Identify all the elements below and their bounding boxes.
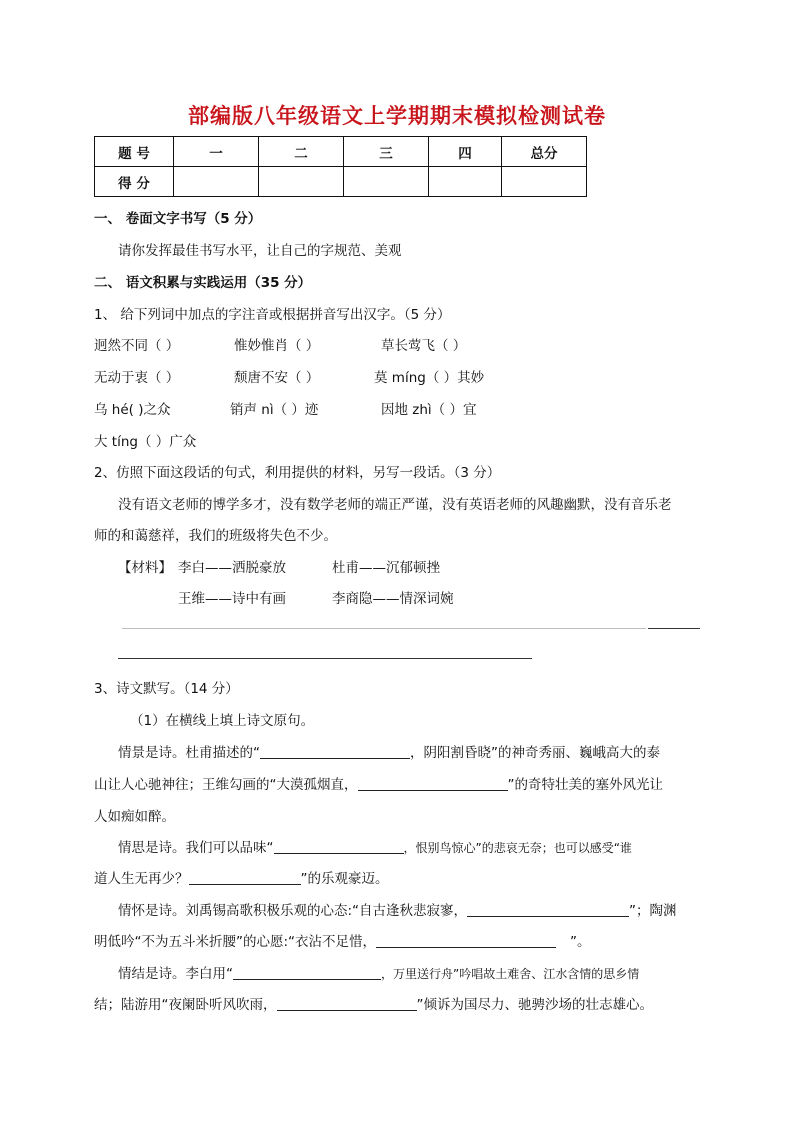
- page-title: 部编版八年级语文上学期期末模拟检测试卷: [188, 104, 606, 128]
- fill-blank[interactable]: [358, 776, 508, 791]
- word-item: 莫 míng（ ）其妙: [374, 370, 485, 386]
- score-table-score-row: [95, 167, 587, 197]
- fill-blank[interactable]: [189, 870, 301, 885]
- poem-text: 人如痴如醉。: [94, 809, 175, 825]
- poem-text: ”。: [570, 934, 591, 950]
- score-input-cell[interactable]: [344, 167, 429, 197]
- score-row-label: 得 分: [95, 167, 174, 197]
- score-table-header-row: [95, 137, 587, 167]
- word-item: 迥然不同（ ）: [94, 338, 180, 354]
- word-item: 惟妙惟肖（ ）: [234, 338, 320, 354]
- question-prompt: 1、 给下列词中加点的字注音或根据拼音写出汉字。（5 分）: [94, 307, 451, 323]
- score-cell: 总分: [502, 137, 587, 167]
- poem-text: 情结是诗。李白用“: [118, 966, 233, 982]
- word-item: 乌 hé( )之众: [94, 402, 171, 418]
- fill-blank[interactable]: [277, 996, 417, 1011]
- answer-line[interactable]: [648, 628, 700, 629]
- section-heading: 一、 卷面文字书写（5 分）: [94, 211, 262, 227]
- poem-text: 道人生无再少？: [94, 871, 189, 887]
- poem-paragraph: [94, 773, 663, 793]
- poem-text: ，万里送行舟”吟唱故土难舍、江水含情的思乡情: [381, 967, 640, 981]
- score-cell: 四: [429, 137, 502, 167]
- poem-paragraph: [118, 962, 639, 982]
- poem-text: 情怀是诗。刘禹锡高歌积极乐观的心态:“自古逢秋悲寂寥，: [118, 903, 468, 919]
- material-item: 王维——诗中有画: [178, 591, 286, 607]
- material-item: 李商隐——情深词婉: [332, 591, 454, 607]
- score-input-cell[interactable]: [429, 167, 502, 197]
- answer-line[interactable]: [118, 658, 532, 659]
- poem-paragraph: [94, 867, 389, 887]
- fill-blank[interactable]: [233, 965, 381, 980]
- word-item: 大 tíng（ ）广众: [94, 434, 197, 450]
- poem-text: 情思是诗。我们可以品味“: [118, 840, 274, 856]
- poem-text: 情景是诗。杜甫描述的“: [118, 745, 260, 761]
- word-item: 销声 nì（ ）迹: [230, 402, 319, 418]
- poem-paragraph: [94, 930, 591, 950]
- answer-line[interactable]: [122, 628, 646, 629]
- material-item: 李白——洒脱豪放: [178, 560, 286, 576]
- section-text: 请你发挥最佳书写水平，让自己的字规范、美观: [118, 243, 402, 259]
- poem-text: ”的奇特壮美的塞外风光让: [507, 777, 663, 793]
- poem-text: ”的乐观豪迈。: [300, 871, 389, 887]
- fill-blank[interactable]: [376, 933, 556, 948]
- score-input-cell[interactable]: [174, 167, 259, 197]
- example-text: 没有语文老师的博学多才，没有数学老师的端正严谨，没有英语老师的风趣幽默，没有音乐老: [118, 497, 672, 513]
- fill-blank[interactable]: [274, 839, 404, 854]
- question-prompt: 2、仿照下面这段话的句式，利用提供的材料，另写一段话。（3 分）: [94, 465, 501, 481]
- section-heading: 二、 语文积累与实践运用（35 分）: [94, 275, 312, 291]
- word-item: 无动于衷（ ）: [94, 370, 180, 386]
- score-input-cell[interactable]: [259, 167, 344, 197]
- poem-text: ”；陶渊: [629, 903, 677, 919]
- poem-paragraph: [118, 741, 660, 761]
- material-label: 【材料】: [118, 560, 172, 576]
- score-cell: 三: [344, 137, 429, 167]
- question-prompt: 3、诗文默写。（14 分）: [94, 681, 239, 697]
- poem-paragraph: [94, 993, 653, 1013]
- poem-text: 山让人心驰神往；王维勾画的“大漠孤烟直，: [94, 777, 358, 793]
- score-table: [94, 136, 587, 197]
- sub-prompt: （1）在横线上填上诗文原句。: [130, 713, 315, 729]
- example-text: 师的和蔼慈祥，我们的班级将失色不少。: [94, 528, 337, 544]
- word-item: 颓唐不安（ ）: [234, 370, 320, 386]
- poem-paragraph: [118, 836, 632, 856]
- word-item: 因地 zhì（ ）宜: [381, 402, 477, 418]
- word-item: 草长莺飞（ ）: [381, 338, 467, 354]
- poem-paragraph: [118, 899, 677, 919]
- fill-blank[interactable]: [260, 744, 410, 759]
- poem-text: ，阴阳割昏晓”的神奇秀丽、巍峨高大的泰: [410, 745, 660, 761]
- score-cell: 二: [259, 137, 344, 167]
- score-input-cell[interactable]: [502, 167, 587, 197]
- poem-text: 结；陆游用“夜阑卧听风吹雨，: [94, 997, 277, 1013]
- poem-text: ，恨别鸟惊心”的悲哀无奈；也可以感受“谁: [403, 841, 632, 855]
- poem-text: ”倾诉为国尽力、驰骋沙场的壮志雄心。: [416, 997, 653, 1013]
- fill-blank[interactable]: [467, 902, 629, 917]
- score-cell: 一: [174, 137, 259, 167]
- poem-text: 明低吟“不为五斗米折腰”的心愿:“衣沾不足惜，: [94, 934, 377, 950]
- score-cell: 题 号: [95, 137, 174, 167]
- material-item: 杜甫——沉郁顿挫: [332, 560, 440, 576]
